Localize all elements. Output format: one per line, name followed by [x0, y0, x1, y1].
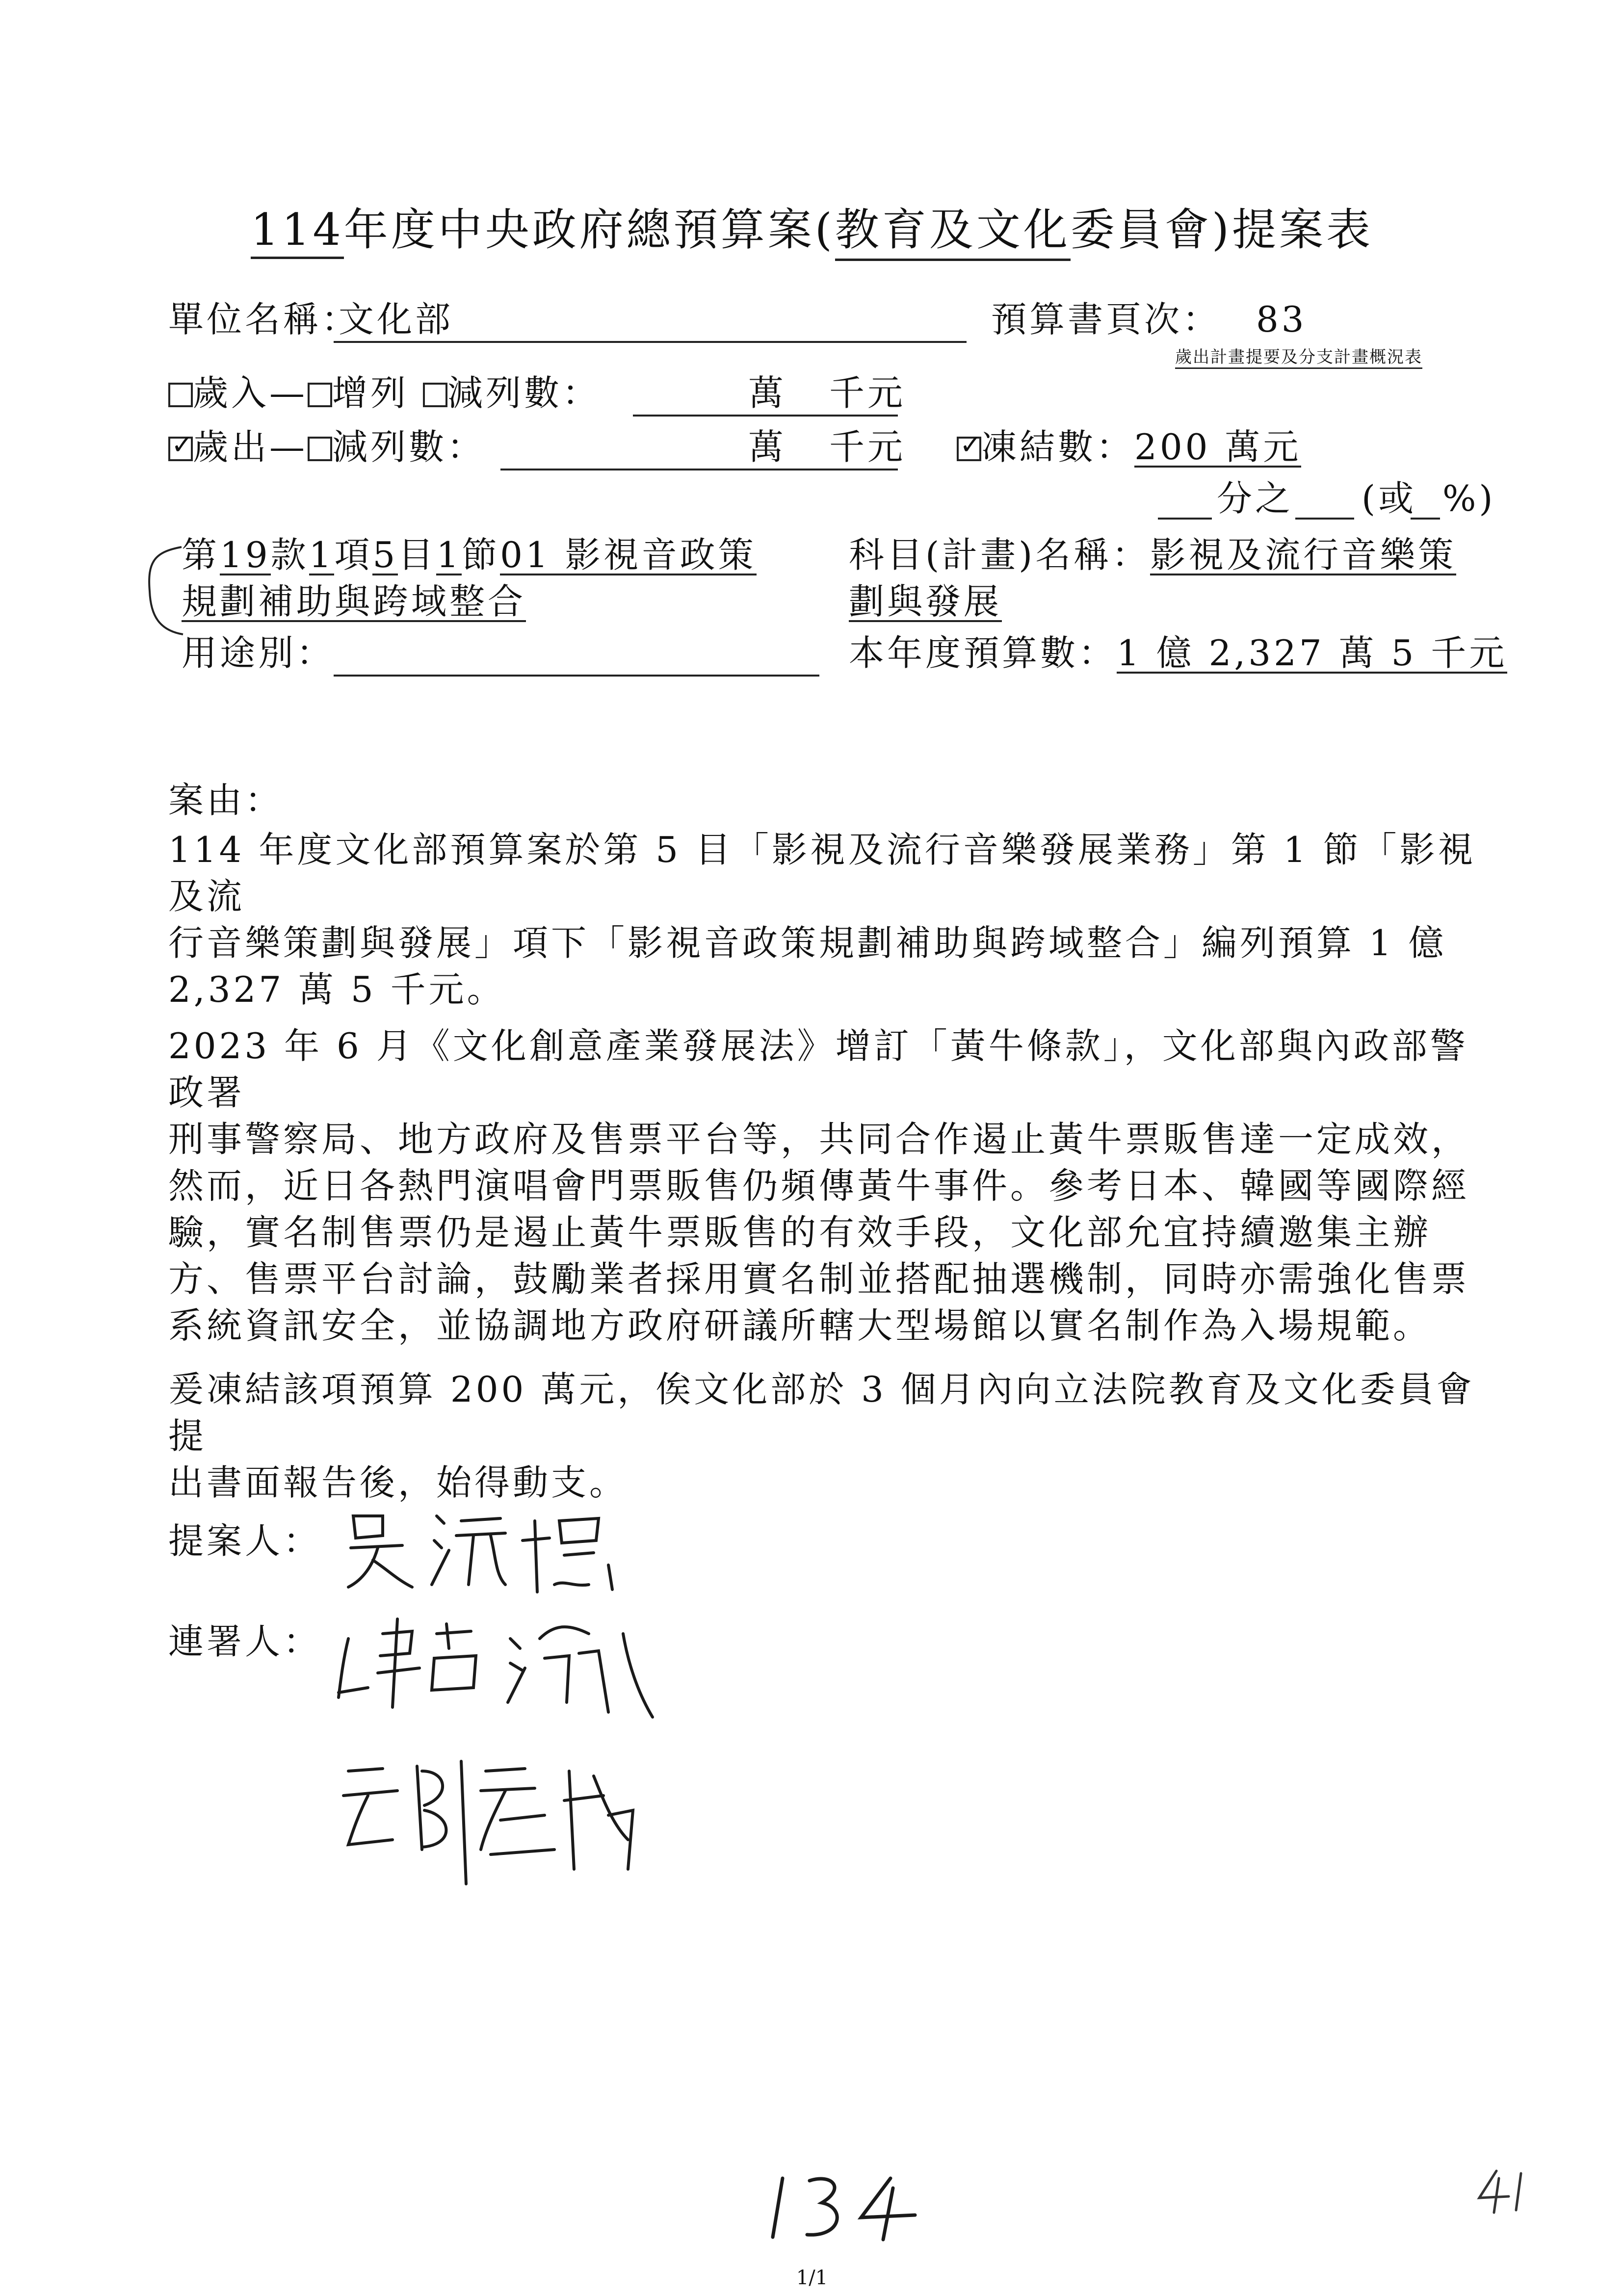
reason-label: 案由： [168, 780, 284, 821]
xiang-label: 項 [334, 534, 373, 575]
percent-blank [1411, 518, 1440, 520]
fraction-or: (或 [1362, 478, 1417, 519]
handwritten-page-number [763, 2168, 925, 2242]
expense-decrease-label: 減列數： [332, 426, 486, 468]
reason-paragraph-2 [168, 1023, 1493, 1349]
cosigner-label: 連署人： [168, 1621, 322, 1662]
page-indicator: 1/1 [796, 2267, 828, 2289]
jie-label: 節 [462, 534, 500, 575]
kuan-number: 19 [220, 534, 271, 575]
decrease-label: 減列數： [447, 372, 601, 414]
jie-number: 1 [436, 534, 462, 575]
kuan-label: 款 [270, 534, 309, 575]
amount-value: 1 億 2,327 萬 5 千元 [1117, 632, 1508, 674]
revenue-unit-thousand: 千元 [829, 372, 906, 414]
usage-label: 用途別： [182, 632, 335, 674]
expense-row [168, 426, 486, 468]
freeze-label: 凍結數： [981, 426, 1135, 468]
code-name-line-2: 規劃補助與跨域整合 [182, 581, 526, 622]
proposer-label: 提案人： [168, 1520, 322, 1562]
increase-label: 增列 [332, 372, 409, 414]
unit-underline [334, 341, 967, 343]
revenue-label: 歲入— [193, 372, 308, 414]
fraction-label: 分之 [1217, 478, 1294, 519]
unit-value: 文化部 [339, 299, 454, 340]
title-part1: 年度中央政府總預算案( [343, 204, 835, 256]
reason-p1-line: 114 年度文化部預算案於第 5 目「影視及流行音樂發展業務」第 1 節「影視及流 [168, 829, 1476, 917]
subject-value-2: 劃與發展 [849, 581, 1002, 622]
title-year: 114 [251, 204, 344, 259]
reason-p2-line: 系統資訊安全，並協調地方政府研議所轄大型場館以實名制作為入場規範。 [168, 1305, 1432, 1346]
expense-checkbox[interactable] [168, 437, 193, 461]
code-name-line-1: 01 影視音政策 [500, 534, 757, 575]
reason-p3-line: 爰凍結該項預算 200 萬元，俟文化部於 3 個月內向立法院教育及文化委員會提 [168, 1369, 1475, 1457]
page-title [0, 194, 1624, 261]
amount-line [849, 632, 1508, 674]
reason-p2-line: 2023 年 6 月《文化創意產業發展法》增訂「黃牛條款」，文化部與內政部警政署 [168, 1025, 1468, 1113]
title-committee: 教育及文化 [835, 194, 1071, 261]
page-number-note: 歲出計畫提要及分支計畫概況表 [1175, 343, 1422, 369]
bracket-mark [140, 542, 184, 640]
expense-amount-underline [500, 469, 898, 470]
cosigner-signature-1 [334, 1604, 657, 1722]
reason-paragraph-3 [168, 1366, 1493, 1506]
mu-label: 目 [398, 534, 437, 575]
reason-p2-line: 驗，實名制售票仍是遏止黃牛票販售的有效手段，文化部允宜持續邀集主辦 [168, 1212, 1432, 1253]
revenue-row [168, 372, 601, 414]
reason-p3-line: 出書面報告後，始得動支。 [168, 1462, 628, 1503]
reason-paragraph-1 [168, 827, 1493, 1013]
subject-line-1 [849, 534, 1457, 575]
reason-p2-line: 然而，近日各熱門演唱會門票販售仍頻傳黃牛事件。參考日本、韓國等國際經 [168, 1165, 1470, 1206]
fraction-blank-1 [1158, 518, 1212, 520]
revenue-unit-wan: 萬 [748, 372, 787, 414]
cosigner-signature-2 [339, 1742, 653, 1889]
unit-label: 單位名稱： [168, 299, 360, 340]
xiang-number: 1 [309, 534, 335, 575]
freeze-value: 200 萬元 [1134, 426, 1302, 468]
fraction-percent: %) [1442, 478, 1496, 519]
subject-value-1: 影視及流行音樂策 [1150, 534, 1457, 575]
expense-unit-wan: 萬 [748, 426, 787, 468]
mu-number: 5 [372, 534, 398, 575]
budget-code-line-2 [182, 581, 526, 622]
reason-p2-line: 方、售票平台討論，鼓勵業者採用實名制並搭配抽選機制，同時亦需強化售票 [168, 1258, 1470, 1300]
corner-handwritten-number [1472, 2166, 1541, 2215]
page-number-value: 83 [1256, 299, 1307, 340]
expense-label: 歲出— [193, 426, 308, 468]
expense-decrease-checkbox[interactable] [308, 437, 332, 461]
reason-p2-line: 刑事警察局、地方政府及售票平台等，共同合作遏止黃牛票販售達一定成效， [168, 1119, 1470, 1160]
freeze-checkbox[interactable] [957, 437, 981, 461]
page-number-label: 預算書頁次： [991, 299, 1221, 340]
budget-code-line-1 [182, 534, 757, 575]
fraction-blank-2 [1295, 518, 1354, 520]
title-part2: 委員會)提案表 [1070, 204, 1374, 256]
increase-checkbox[interactable] [308, 383, 332, 407]
reason-p1-line: 2,327 萬 5 千元。 [168, 969, 505, 1010]
subject-label: 科目(計畫)名稱： [849, 534, 1151, 575]
freeze-row [957, 426, 1302, 468]
reason-p1-line: 行音樂策劃與發展」項下「影視音政策規劃補助與跨域整合」編列預算 1 億 [168, 922, 1447, 964]
expense-unit-thousand: 千元 [829, 426, 906, 468]
usage-underline [334, 675, 819, 677]
proposer-signature [343, 1501, 618, 1599]
revenue-amount-underline [633, 415, 898, 417]
decrease-checkbox[interactable] [423, 383, 447, 407]
subject-line-2 [849, 581, 1002, 622]
revenue-checkbox[interactable] [168, 383, 193, 407]
amount-label: 本年度預算數： [849, 632, 1117, 674]
kuan-prefix: 第 [182, 534, 220, 575]
